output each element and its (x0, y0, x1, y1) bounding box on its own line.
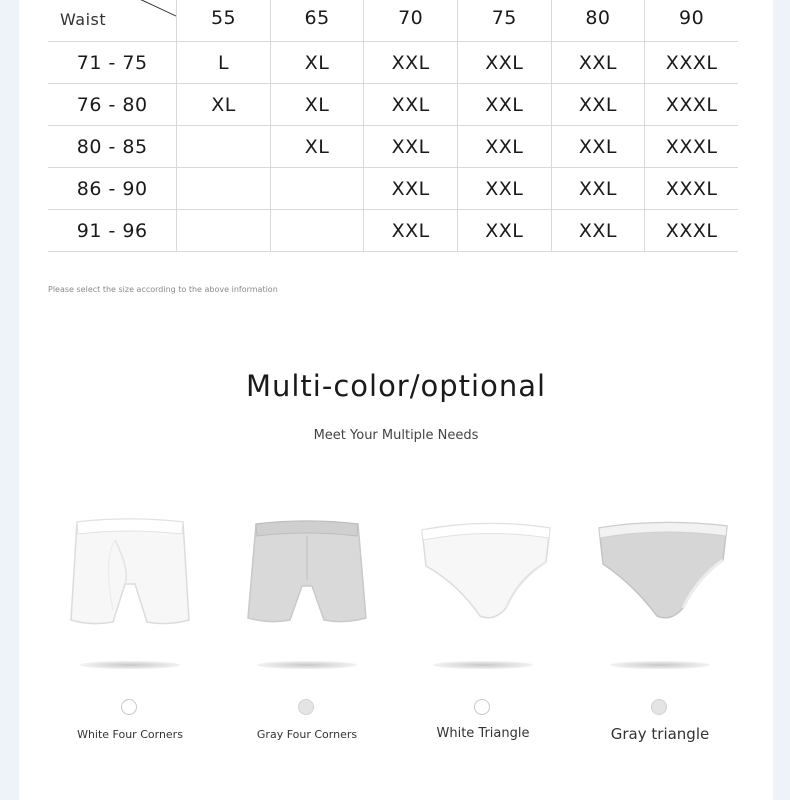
product-shadow (610, 661, 710, 669)
color-swatch-gray[interactable] (298, 699, 314, 715)
size-cell: XXXL (645, 42, 738, 84)
header-size-value: 90 (679, 6, 705, 29)
size-cell: XXL (364, 210, 458, 252)
size-chart-header-row (48, 0, 738, 42)
header-size-value: 75 (491, 6, 517, 29)
size-cell (177, 126, 271, 168)
waist-range-cell: 86 - 90 (48, 168, 177, 210)
color-swatch-gray[interactable] (651, 699, 667, 715)
size-cell: XXL (364, 126, 458, 168)
size-chart-table (48, 0, 738, 252)
size-cell: XXL (457, 84, 551, 126)
header-size-cell (364, 0, 458, 42)
color-option-white-triangle[interactable] (408, 500, 558, 760)
boxer-shorts-image (232, 500, 382, 650)
size-cell: XL (270, 42, 364, 84)
size-cell: L (177, 42, 271, 84)
waist-range-cell: 80 - 85 (48, 126, 177, 168)
product-shadow (257, 661, 357, 669)
size-cell: XXL (457, 42, 551, 84)
waist-range-cell: 91 - 96 (48, 210, 177, 252)
size-cell: XXL (364, 84, 458, 126)
size-cell: XXL (551, 126, 645, 168)
product-shadow (433, 661, 533, 669)
product-detail-page (19, 0, 773, 800)
size-cell (177, 168, 271, 210)
brief-image (408, 500, 558, 650)
size-cell: XL (270, 84, 364, 126)
product-shadow (80, 661, 180, 669)
header-size-cell (270, 0, 364, 42)
header-size-cell (645, 0, 738, 42)
header-size-value: 70 (398, 6, 424, 29)
size-cell: XXL (551, 168, 645, 210)
boxer-shorts-image (55, 500, 205, 650)
size-cell: XXL (457, 168, 551, 210)
diagonal-divider (130, 0, 177, 21)
size-chart-row (48, 126, 738, 168)
section-title: Multi-color/optional (245, 369, 547, 403)
header-size-cell (457, 0, 551, 42)
size-cell (177, 210, 271, 252)
size-chart-row (48, 84, 738, 126)
header-size-cell (551, 0, 645, 42)
size-cell: XXL (457, 126, 551, 168)
color-option-white-four-corners[interactable] (55, 500, 205, 760)
section-subtitle: Meet Your Multiple Needs (313, 428, 479, 443)
color-swatch-white[interactable] (121, 699, 137, 715)
brief-image (585, 500, 735, 650)
size-cell (270, 168, 364, 210)
color-option-label: Gray Four Corners (256, 728, 358, 741)
size-chart-row (48, 42, 738, 84)
size-cell: XXL (551, 210, 645, 252)
header-size-cell (177, 0, 271, 42)
size-cell: XXXL (645, 126, 738, 168)
size-cell (270, 210, 364, 252)
color-option-gray-triangle[interactable] (585, 500, 735, 760)
color-option-label: White Four Corners (77, 728, 183, 741)
color-option-gray-four-corners[interactable] (232, 500, 382, 760)
waist-label: Waist (60, 10, 107, 29)
header-size-value: 55 (210, 6, 237, 29)
header-size-value: 80 (585, 6, 611, 29)
size-chart-row (48, 210, 738, 252)
size-chart-corner-cell (48, 0, 177, 42)
waist-range-cell: 71 - 75 (48, 42, 177, 84)
size-cell: XXL (364, 168, 458, 210)
size-cell: XXXL (645, 210, 738, 252)
color-option-label: Gray triangle (610, 725, 710, 743)
size-cell: XL (177, 84, 271, 126)
size-cell: XXL (551, 42, 645, 84)
size-cell: XL (270, 126, 364, 168)
waist-range-cell: 76 - 80 (48, 84, 177, 126)
size-cell: XXXL (645, 84, 738, 126)
size-chart-note: Please select the size according to the above information (48, 285, 278, 294)
size-cell: XXL (457, 210, 551, 252)
size-cell: XXL (551, 84, 645, 126)
size-chart-row (48, 168, 738, 210)
size-cell: XXXL (645, 168, 738, 210)
color-swatch-white[interactable] (474, 699, 490, 715)
color-option-label: White Triangle (436, 726, 530, 741)
size-cell: XXL (364, 42, 458, 84)
header-size-value: 65 (304, 6, 330, 29)
